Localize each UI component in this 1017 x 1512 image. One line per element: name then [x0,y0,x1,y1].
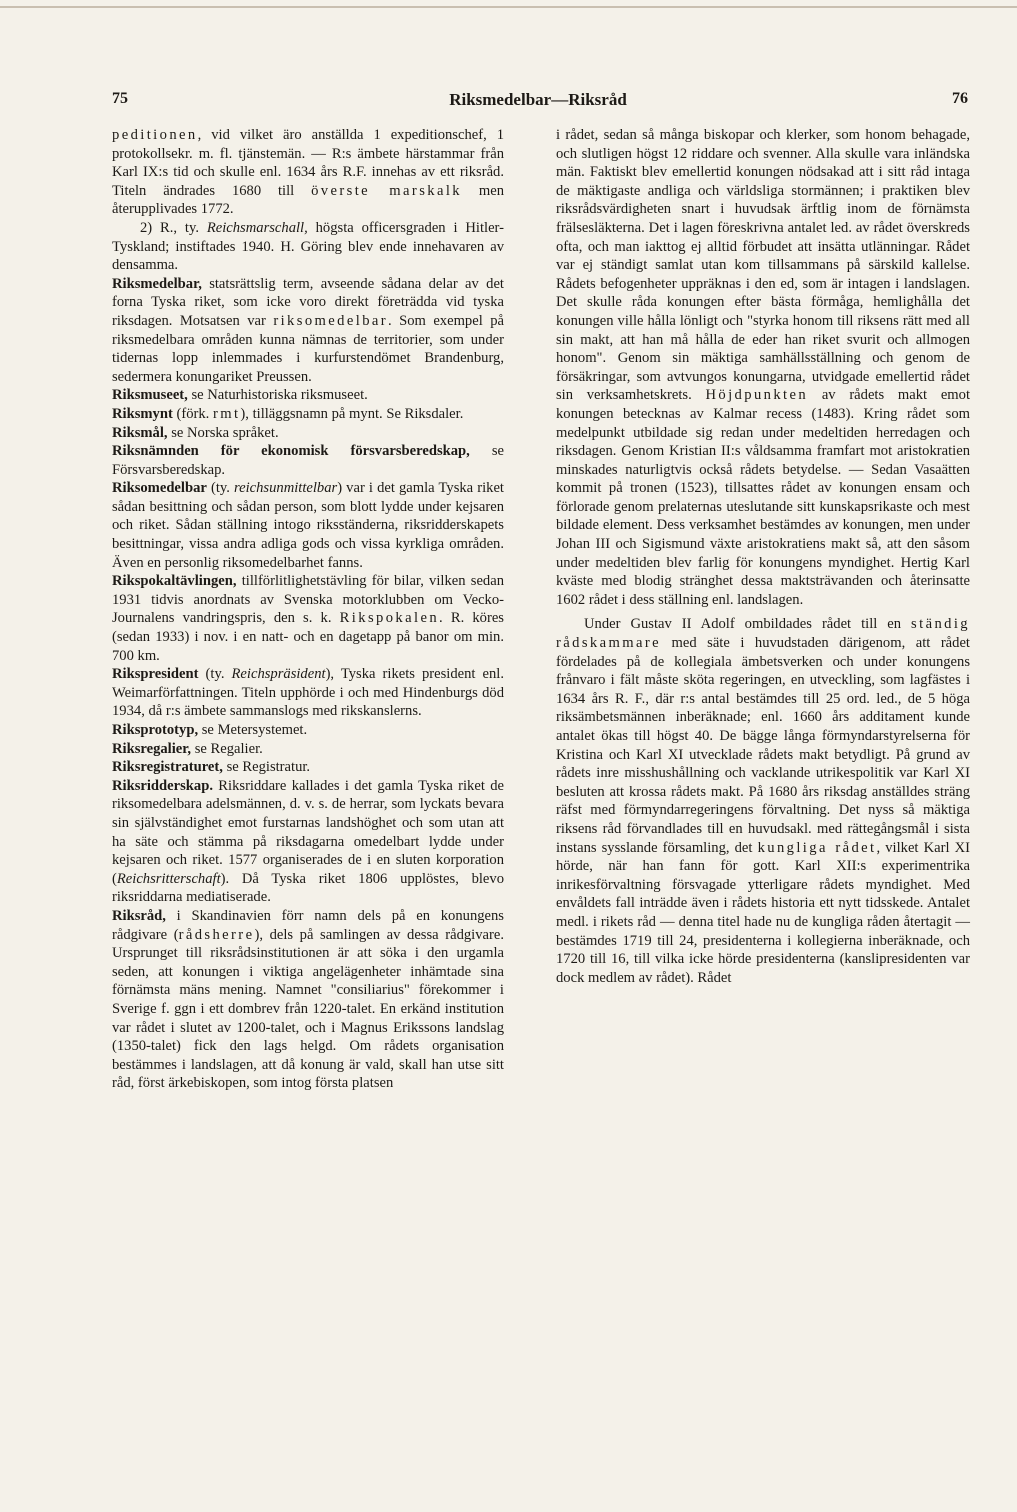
headword: Riksregistraturet, [112,759,223,776]
headword: Riksmynt [112,405,173,422]
entry-riksmuseet: Riksmuseet, se Naturhistoriska riksmuseet. [112,387,368,404]
paragraph-gustav-adolf: Under Gustav II Adolf ombildades rådet till en ständig rådskammare med säte i huvudstaden därigenom, att rådet fördelades på de kollegiala ämbetsverken och under konungens frånvaro i fält måste sköta regeringen, en utveckling, som lagfästes i 1634 års R. F., där r:s antal bestämdes till 25 ord. led., de 5 höga riksämbetsmännen inberäknade; enl. 1660 års additament kunde antalet ökas till högst 40. De bägge långa förmyndarstyrelserna för Kristina och Karl XI utvecklade rådets makt betydligt. På grund av rådets inre misshushållning och vacklande utrikespolitik var Karl XI besluten att krossa rådets makt. På 1680 års riksdag anställdes sträng räfst med förmyndarregeringens förvaltning. Det nyss så mäktiga riksens råd förvandlades till en huvudsakl. med rättegångsmål i sista instans sysslande församling, det kungliga rådet, vilket Karl XI hörde, när han fann för gott. Karl XII:s experimentrika inrikesförvaltning försvagade ytterligare rådets myndighet. Med envåldets fall inträdde även i rådets historia ett nytt tidsskede. Antalet medl. i rikets råd — denna titel hade nu de kungliga råden återtagit — bestämdes 1719 till 24, presidenterna i kollegierna inberäknade, och 1720 till 16, till vilka icke hörde presidenterna (kanslipresidenten var dock medlem av rådet). Rådet [556,616,970,986]
entry-riksprototyp: Riksprototyp, se Metersystemet. [112,722,308,738]
headword: Riksridderskap. [112,777,213,794]
entry-riksmal: Riksmål, se Norska språket. [112,424,279,441]
headword: Rikspokaltävlingen, [112,573,237,590]
entry-riksmedelbar: Riksmedelbar, statsrättslig term, avseende sådana delar av det forna Tyska riket, som icke voro direkt företrädda vid tyska riksdagen. Motsatsen var riksomedelbar. Som exempel på riksmedelbara områden kunna nämnas de territorier, som under tidernas lopp inlemmades i kurfurstendömet Brandenburg, sedermera konungariket Preussen. [112,275,504,385]
entry-rikspokaltavlingen: Rikspokaltävlingen, tillförlitlighetstävling för bilar, vilken sedan 1931 tidvis anordnats av Svenska motorklubben om Vecko-Journalens vandringspris, den s. k. Rikspokalen. R. köres (sedan 1933) i nov. i en natt- och en dagetapp på banor om min. 700 km. [112,573,504,664]
running-header [108,90,968,116]
headword: Riksnämnden för ekonomisk försvarsberedskap, [112,443,470,460]
page-number-right: 76 [952,90,968,107]
headword: Riksmuseet, [112,387,188,404]
entry-riksrad: Riksråd, i Skandinavien förr namn dels på en konungens rådgivare (rådsherre), dels på samlingen av dessa rådgivare. Ursprunget till riksrådsinstitutionen är att söka i den urgamla seden, att konungen i viktiga angelägenheter inhämtade sina förnämsta mäns mening. Namnet "consiliarius" förekommer i Sverige f. ggn i ett dombrev från 1220-talet. En erkänd institution var rådet i slutet av 1200-talet, och i Magnus Erikssons landslag (1350-talet) fick den lags helgd. Om rådets organisation bestämmes i landslagen, att då konung är vald, skall han utse sitt råd, först ärkebiskopen, som intog första platsen [112,907,504,1092]
paragraph-reichsmarschall: 2) R., ty. Reichsmarschall, högsta officersgraden i Hitler-Tyskland; instiftades 1940. H. Göring blev ende innehavaren av densamma. [112,219,504,274]
entry-riksridderskap: Riksridderskap. Riksriddare kallades i det gamla Tyska riket de riksomedelbara adelsmännen, d. v. s. de herrar, som lyckats bevara sin självständighet emot furstarnas landshöghet och som utan att ha säte och stämma på riksdagarna omedelbart lydde under kejsaren och riket. 1577 organiserades de i en sluten korporation (Reichsritterschaft). Då Tyska riket 1806 upplöstes, blevo riksriddarna mediatiserade. [112,777,504,906]
headword: Riksråd, [112,907,166,924]
headword: Riksregalier, [112,740,192,757]
entry-riksomedelbar: Riksomedelbar (ty. reichsunmittelbar) var i det gamla Tyska riket sådan besittning och sådan person, som blott lydde under kejsaren och riket. Sådan ställning intogo riksständerna, riksridderskapets besittningar, vissa andra adliga gods och vissa kyrkliga områden. Även en personlig riksomedelbarhet fanns. [112,480,504,571]
entry-riksregistraturet: Riksregistraturet, se Registratur. [112,759,311,776]
headword: Riksomedelbar [112,480,207,497]
page-number-left: 75 [112,90,128,107]
headword: Riksmedelbar, [112,275,202,292]
paragraph-riksrad-history: i rådet, sedan så många biskopar och klerker, som honom behagade, och slutligen högst 12 riddare och svenner. Alla skulle vara inländska män. Faktiskt blev emellertid konungen nödsakad att i sitt råd intaga de mäktigaste andliga och världsliga stormännen; i praktiken blev riksrådsvärdigheten snart i huvudsak ärftlig inom de förnämsta frälsesläkterna. Det i lagen föreskrivna antalet led. av rådet överskreds ofta, och man iakttog ej alltid förbudet att insätta utlänningar. Rådet var ej ständigt samlat utan kom tillsammans på särskild kallelse. Rådets befogenheter uppräknas i den ed, som är intagen i landslagen. Det skulle råda konungen efter bästa förmåga, hemlighålla det konungen ville hålla lönligt och "styrka honom till riksens rätt med all sin makt, att han må hålla de eder han riket svurit och allmogen honom". Genom sin mäktiga samhällsställning och genom de försäkringar, som avtvungos konungarna, utvidgade emellertid rådet sin verksamhetskrets. Höjdpunkten av rådets makt emot konungen betecknas av Kalmar recess (1483). Kring rådet som medelpunkt utbildade sig redan under medeltiden herredagen och riksdagen. Genom Kristian II:s våldsamma framfart mot aristokratien minskades naturligtvis också rådets betydelse. — Sedan Vasaätten kommit på tronen (1523), tillsattes rådet av konungen ensam och förlorade genom prelaternas uteslutande sitt kunskapsrikaste och mest bildade element. Dess verksamhet bestämdes av konungen, men under Johan III och Sigismund växte aristokratiens makt så, att den såsom under medeltiden blev farlig för konungens myndighet. Hertig Karl kväste med blodig stränghet dessa maktsträvanden och återinsatte 1602 rådet i dess ställning enl. landslagen. [556,127,970,608]
entry-riksnamnden: Riksnämnden för ekonomisk försvarsberedskap, se Försvarsberedskap. [112,443,504,478]
headword: Rikspresident [112,666,199,683]
entry-riksregalier: Riksregalier, se Regalier. [112,740,263,757]
headword: Riksmål, [112,424,168,441]
paragraph-continued: peditionen, vid vilket äro anställda 1 expeditionschef, 1 protokollsekr. m. fl. tjänstemän. — R:s ämbete härstammar från Karl IX:s tid och skulle enl. 1634 års R.F. innehas av ett riksråd. Titeln ändrades 1680 till överste marskalk men återupplivades 1772. [112,127,504,218]
page-title: Riksmedelbar—Riksråd [449,90,627,109]
left-column [112,126,504,1093]
entry-rikspresident: Rikspresident (ty. Reichspräsident), Tyska rikets president enl. Weimarförfattningen. Titeln upphörde i och med Hindenburgs död 1934, då r:s ämbete sammanslogs med rikskanslerns. [112,666,504,720]
headword: Riksprototyp, [112,722,199,738]
right-column [556,126,970,987]
top-rule [0,6,1017,8]
entry-riksmynt: Riksmynt (förk. rmt), tilläggsnamn på mynt. Se Riksdaler. [112,405,464,422]
